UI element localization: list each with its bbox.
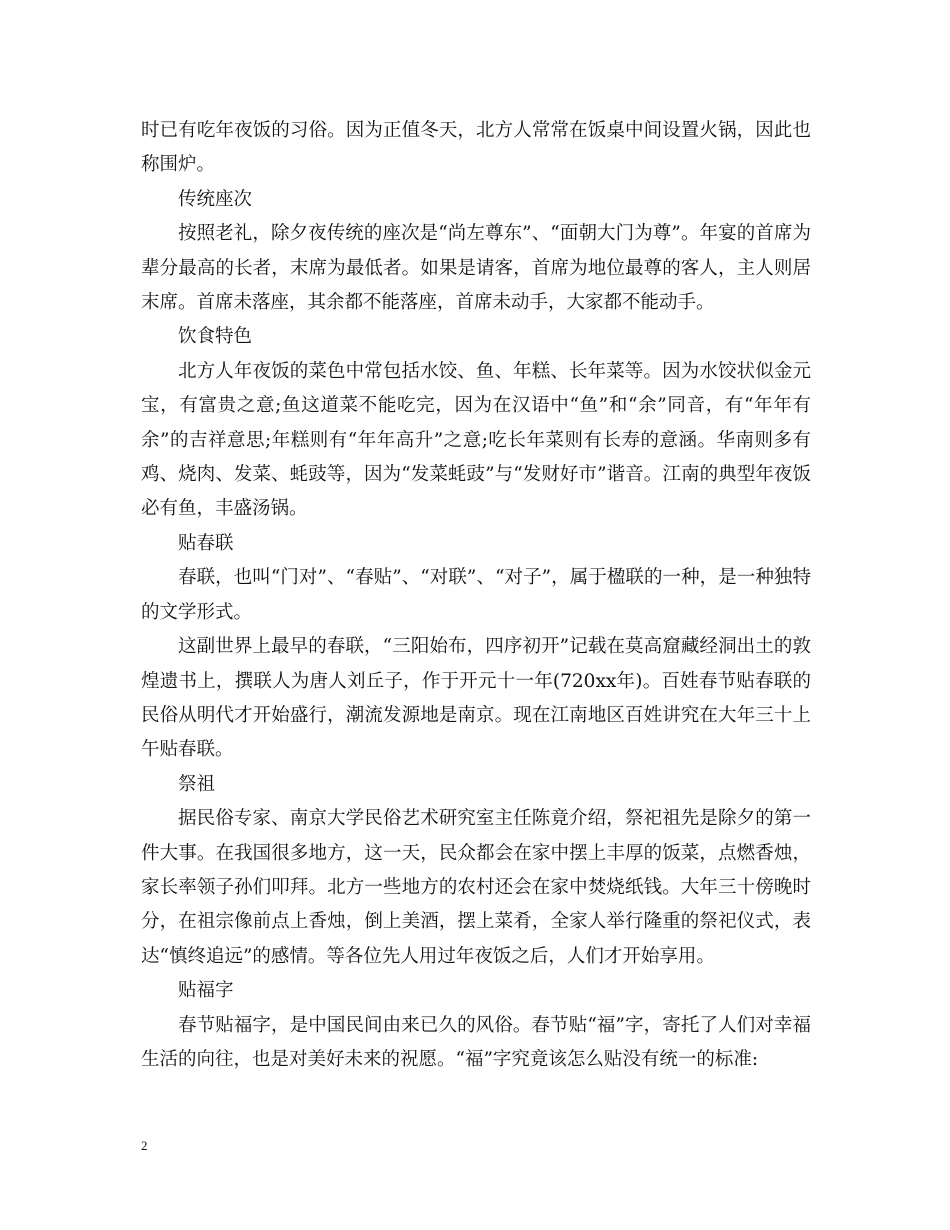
- section-heading-couplets: 贴春联: [178, 532, 234, 554]
- section-heading-ancestors: 祭祖: [178, 773, 216, 795]
- section-heading-food: 饮食特色: [178, 326, 253, 348]
- section-heading-seating: 传统座次: [178, 188, 253, 210]
- body-paragraph: 春联，也叫“门对”、“春贴”、“对联”、“对子”，属于楹联的一种，是一种独特的文学形式。: [141, 567, 811, 623]
- page-number: 2: [141, 1138, 148, 1153]
- section-heading-fu: 贴福字: [178, 980, 234, 1002]
- body-paragraph: 时已有吃年夜饭的习俗。因为正值冬天，北方人常常在饭桌中间设置火锅，因此也称围炉。: [141, 120, 811, 176]
- document-body: [141, 114, 811, 1077]
- body-paragraph: 北方人年夜饭的菜色中常包括水饺、鱼、年糕、长年菜等。因为水饺状似金元宝，有富贵之意;鱼这道菜不能吃完，因为在汉语中“鱼”和“余”同音，有“年年有余”的吉祥意思;年糕则有“年年高升”之意;吃长年菜则有长寿的意涵。华南则多有鸡、烧肉、发菜、蚝豉等，因为“发菜蚝豉”与“发财好市”谐音。江南的典型年夜饭必有鱼，丰盛汤锅。: [141, 360, 811, 520]
- body-paragraph: 这副世界上最早的春联，“三阳始布，四序初开”记载在莫高窟藏经洞出土的敦煌遗书上，撰联人为唐人刘丘子，作于开元十一年(720xx年)。百姓春节贴春联的民俗从明代才开始盛行，潮流发源地是南京。现在江南地区百姓讲究在大年三十上午贴春联。: [141, 636, 811, 761]
- body-paragraph: 春节贴福字，是中国民间由来已久的风俗。春节贴“福”字，寄托了人们对幸福生活的向往，也是对美好未来的祝愿。“福”字究竟该怎么贴没有统一的标准:: [141, 1014, 811, 1070]
- body-paragraph: 按照老礼，除夕夜传统的座次是“尚左尊东”、“面朝大门为尊”。年宴的首席为辈分最高的长者，末席为最低者。如果是请客，首席为地位最尊的客人，主人则居末席。首席未落座，其余都不能落座，首席未动手，大家都不能动手。: [141, 223, 811, 314]
- body-paragraph: 据民俗专家、南京大学民俗艺术研究室主任陈竟介绍，祭祀祖先是除夕的第一件大事。在我国很多地方，这一天，民众都会在家中摆上丰厚的饭菜，点燃香烛，家长率领子孙们叩拜。北方一些地方的农村还会在家中焚烧纸钱。大年三十傍晚时分，在祖宗像前点上香烛，倒上美酒，摆上菜肴，全家人举行隆重的祭祀仪式，表达“慎终追远”的感情。等各位先人用过年夜饭之后，人们才开始享用。: [141, 808, 811, 967]
